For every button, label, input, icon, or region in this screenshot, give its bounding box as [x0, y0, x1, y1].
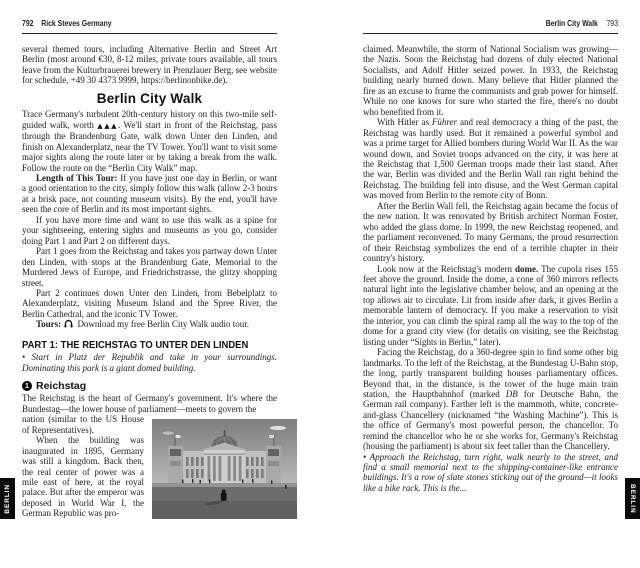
dome-text-2: The cupola rises 155 feet above the ground. Inside the dome, a cone of 360 mirrors reflects natural light into the legislative chamber below, and an opening at the top allows air to circulate. Lit from inside after dark, it gives Berlin a memorable lantern of democracy. If you make a reservation to visit the interior, you can climb the spiral ramp all the way to the top of the dome for a grand city view (for details on visiting, see the Reichstag listing under “Sights in Berlin,” later).	[363, 263, 618, 347]
dome-bold: dome.	[515, 263, 539, 274]
landmarks-text-2: for Deutsche Bahn, the German rail company). Farther left is the mammoth, white, concrete-and-glass Chancellery (nicknamed “the Washing Machine”). This is the office of Germany's most powerful person, the chancellor. To remind the chancellor who he or she works for, Germany's Reichstag (housing the parliament) is about six feet taller than the Chancellery.	[363, 388, 618, 452]
page-right	[320, 0, 640, 568]
reichstag-photo	[152, 419, 297, 519]
stop-1-heading	[22, 381, 277, 392]
stop-1-title: Reichstag	[36, 379, 87, 392]
more-time-paragraph: If you have more time and want to use this walk as a spine for your sightseeing, entering sights and museums as you go, consider doing Part 1 and Part 2 on different days.	[22, 214, 277, 246]
chapter-running-title: Berlin City Walk	[545, 19, 598, 28]
landmarks-text-1: Facing the Reichstag, do a 360-degree spin to find some other big landmarks. To the left of the Reichstag, at the Bundestag U-Bahn stop, the long, partly transparent building houses parliamentary offices. Beyond that, in the distance, is the tower of the huge main train station, the Hauptbahnhof (marked	[363, 347, 618, 399]
tours-line	[22, 319, 277, 329]
length-label: Length of This Tour:	[36, 172, 118, 183]
running-head-left	[22, 19, 277, 28]
approach-direction: • Approach the Reichstag, turn right, walk nearly to the street, and find a small memorial next to the shipping-container-like entrance buildings. It's a row of slate stones sticking out of the ground—it looks like a bike rack. This is the...	[363, 451, 618, 493]
chapter-tab-left-label: BERLIN	[4, 483, 11, 514]
intro-paragraph: several themed tours, including Alternative Berlin and Street Art Berlin (most around €30, 8-12 miles, private tours available, all tours leave from the Kulturbrauerei brewery in Prenzlauer Berg, see website for schedule, +49 30 4373 9999, https://berlinonbike.de).	[22, 44, 277, 86]
part1-heading: PART 1: THE REICHSTAG TO UNTER DEN LINDEN	[22, 338, 249, 351]
walk-intro-paragraph	[22, 109, 277, 173]
tours-label: Tours:	[36, 319, 62, 330]
chapter-tab-left	[0, 478, 15, 519]
walk-intro-text: Trace Germany's turbulent 20th-century history on this two-mile self-guided walk, worth	[22, 109, 277, 130]
hitler-text-2: and real democracy a thing of the past, the Reichstag was hardly used. But it remained a powerful symbol and was a prime target for Allied bombers during World War II. As the war wound down, and Soviet troops advanced on the city, it was here at the Reichstag that 1,500 German troops made their last stand. After the war, Berlin was divided and the Berlin Wall ran right behind the Reichstag. The building fell into disuse, and the West German capital was moved from Berlin to the remote city of Bonn.	[363, 117, 618, 201]
chapter-tab-right-label: BERLIN	[629, 483, 636, 514]
book-title: Rick Steves Germany	[41, 19, 112, 28]
nazi-era-paragraph: claimed. Meanwhile, the storm of National Socialism was growing—the Nazis. Soon the Reichstag had dozens of duly elected National Socialists, and Adolf Hitler seized power. In 1933, the Reichstag building nearly burned down. Many believe that Hitler planned the fire as an excuse to frame the communists and grab power for himself. While no one knows for sure who started the fire, there's no doubt who benefited from it.	[363, 44, 618, 117]
stop-1-number-icon: 1	[22, 381, 32, 391]
walk-intro-text-2: . We'll start in front of the Reichstag, pass through the Brandenburg Gate, walk down Unter den Linden, and finish on Alexanderplatz, near the TV Tower. You'll want to visit some major sights along the route later or by taking a break from the walk. Follow the route on the “Berlin City Walk” map.	[22, 119, 277, 173]
length-paragraph	[22, 173, 277, 215]
reichstag-paragraph-start: The Reichstag is the heart of Germany's government. It's where the Bundestag—the lower house of parliament—meets to govern the	[22, 393, 277, 414]
hitler-paragraph	[363, 117, 618, 201]
part1-direction: • Start in Platz der Republik and take in your surroundings. Dominating this park is a giant domed building.	[22, 352, 277, 373]
dome-paragraph	[363, 264, 618, 348]
headphones-icon	[64, 319, 73, 328]
page-number-left: 792	[22, 19, 34, 28]
db-italic: DB	[505, 388, 518, 399]
part1-summary-paragraph: Part 1 goes from the Reichstag and takes you partway down Unter den Linden, with stops at the Brandenburg Gate, Memorial to the Murdered Jews of Europe, and Friedrichstrasse, the glitzy shopping street.	[22, 246, 277, 288]
fuhrer-italic: Führer	[431, 117, 458, 128]
header-rule-left	[22, 33, 277, 34]
three-triangle-rating-icon: ▲▲▲	[97, 121, 119, 130]
chapter-title: Berlin City Walk	[96, 90, 203, 106]
right-column	[363, 44, 618, 493]
page-number-right: 793	[606, 19, 618, 28]
wall-fell-paragraph: After the Berlin Wall fell, the Reichstag again became the focus of the new nation. It was renovated by British architect Norman Foster, who added the glass dome. In 1999, the new Reichstag reopened, and the parliament reconvened. To many Germans, the proud resurrection of their Reichstag symbolizes the end of a terrible chapter in their country's history.	[363, 200, 618, 264]
part2-summary-paragraph: Part 2 continues down Unter den Linden, from Bebelplatz to Alexanderplatz, visiting Museum Island and the Spree River, the Berlin Cathedral, and the iconic TV Tower.	[22, 287, 277, 319]
reichstag-photo-graphic	[152, 419, 297, 519]
landmarks-paragraph	[363, 347, 618, 452]
dome-text-1: Look now at the Reichstag's modern	[377, 263, 515, 274]
hitler-text-1: With Hitler as	[377, 117, 432, 128]
header-rule-right	[363, 33, 618, 34]
length-text: If you have just one day in Berlin, or want a good orientation to the city, simply follow this walk (allow 2-3 hours at a brisk pace, not counting museum visits). By the end, you'll have seen the core of Berlin and its most important sights.	[22, 172, 277, 215]
reichstag-paragraph-wrap: nation (similar to the US House of Representatives).	[22, 414, 144, 435]
tours-text: Download my free Berlin City Walk audio tour.	[75, 319, 250, 330]
chapter-tab-right	[625, 478, 640, 519]
left-column	[22, 44, 277, 522]
reichstag-history-paragraph: When the building was inaugurated in 1895, Germany was still a kingdom. Back then, the real center of power was a mile east of here, at the royal palace. But after the emperor was deposed in World War I, the German Republic was pro-	[22, 435, 144, 519]
running-head-right	[363, 19, 618, 28]
